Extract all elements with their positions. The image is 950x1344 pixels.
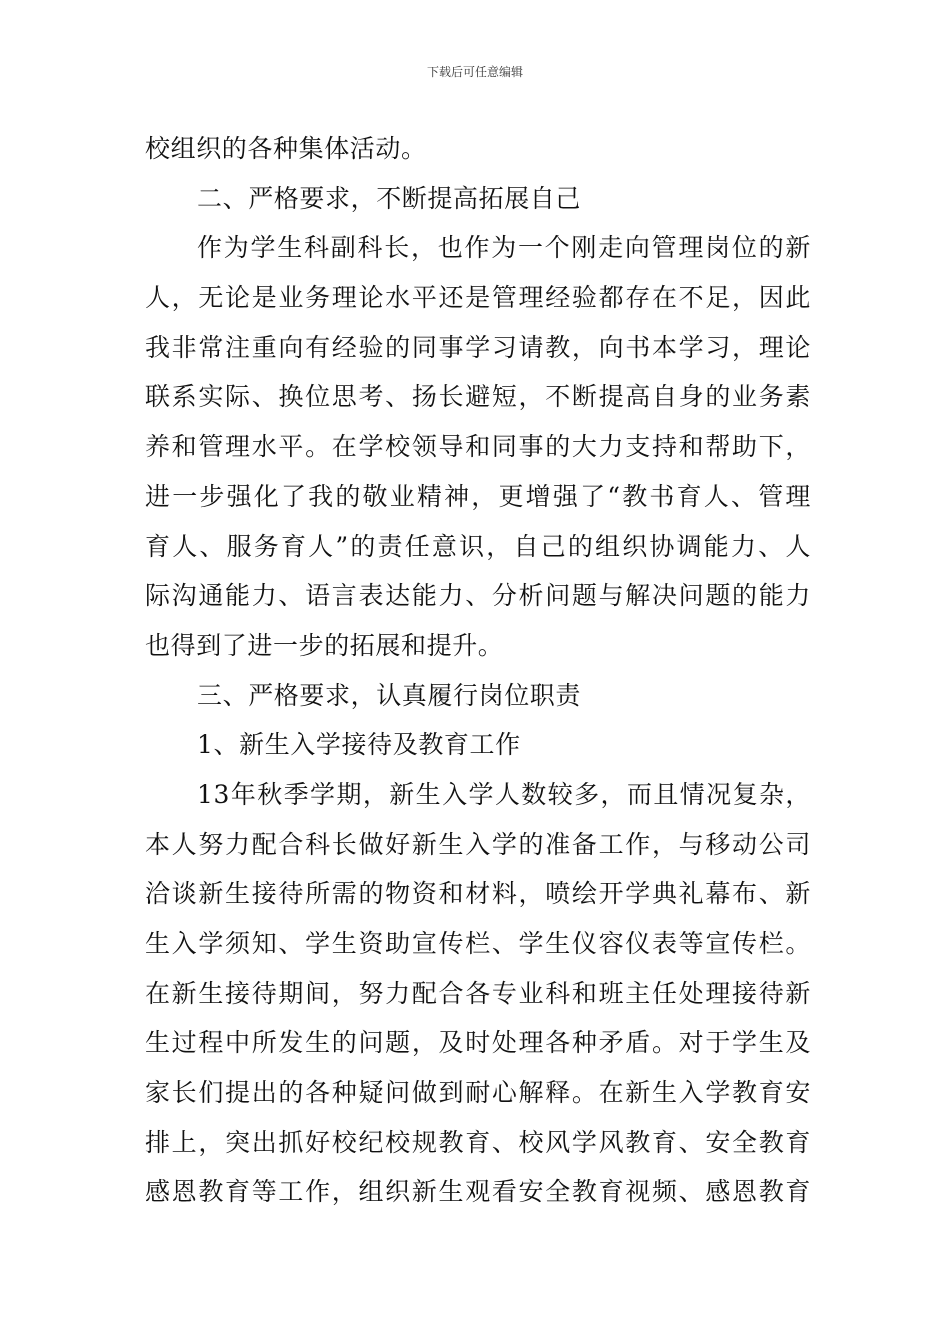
text-line: 人，无论是业务理论水平还是管理经验都存在不足，因此 [145,283,811,313]
text-line: 也得到了进一步的拓展和提升。 [145,630,504,660]
section-heading: 三、严格要求，认真履行岗位职责 [197,680,582,710]
text-line: 本人努力配合科长做好新生入学的准备工作，与移动公司 [145,829,811,859]
text-line: 生入学须知、学生资助宣传栏、学生仪容仪表等宣传栏。 [145,929,811,958]
text-line: 进一步强化了我的敬业精神，更增强了“教书育人、管理 [145,481,811,511]
text-line: 育人、服务育人”的责任意识，自己的组织协调能力、人 [145,531,811,561]
text-line: 养和管理水平。在学校领导和同事的大力支持和帮助下， [145,432,811,462]
text-line: 感恩教育等工作，组织新生观看安全教育视频、感恩教育 [145,1177,811,1207]
subsection-heading: 1、新生入学接待及教育工作 [197,730,521,760]
section-heading: 二、严格要求，不断提高拓展自己 [197,183,582,213]
text-line: 排上，突出抓好校纪校规教育、校风学风教育、安全教育 [145,1127,811,1157]
page-header: 下载后可任意编辑 [426,65,523,79]
text-line: 在新生接待期间，努力配合各专业科和班主任处理接待新 [145,978,811,1008]
text-line: 家长们提出的各种疑问做到耐心解释。在新生入学教育安 [145,1078,811,1108]
text-line: 13年秋季学期，新生入学人数较多，而且情况复杂， [197,779,811,809]
document-body [145,124,811,1217]
text-line: 际沟通能力、语言表达能力、分析问题与解决问题的能力 [145,581,811,611]
text-line: 洽谈新生接待所需的物资和材料，喷绘开学典礼幕布、新 [145,879,811,909]
text-line: 校组织的各种集体活动。 [145,134,427,163]
text-line: 我非常注重向有经验的同事学习请教，向书本学习，理论 [145,332,811,362]
text-line: 联系实际、换位思考、扬长避短，不断提高自身的业务素 [145,382,811,412]
text-line: 作为学生科副科长，也作为一个刚走向管理岗位的新 [197,233,811,263]
text-line: 生过程中所发生的问题，及时处理各种矛盾。对于学生及 [145,1028,811,1058]
